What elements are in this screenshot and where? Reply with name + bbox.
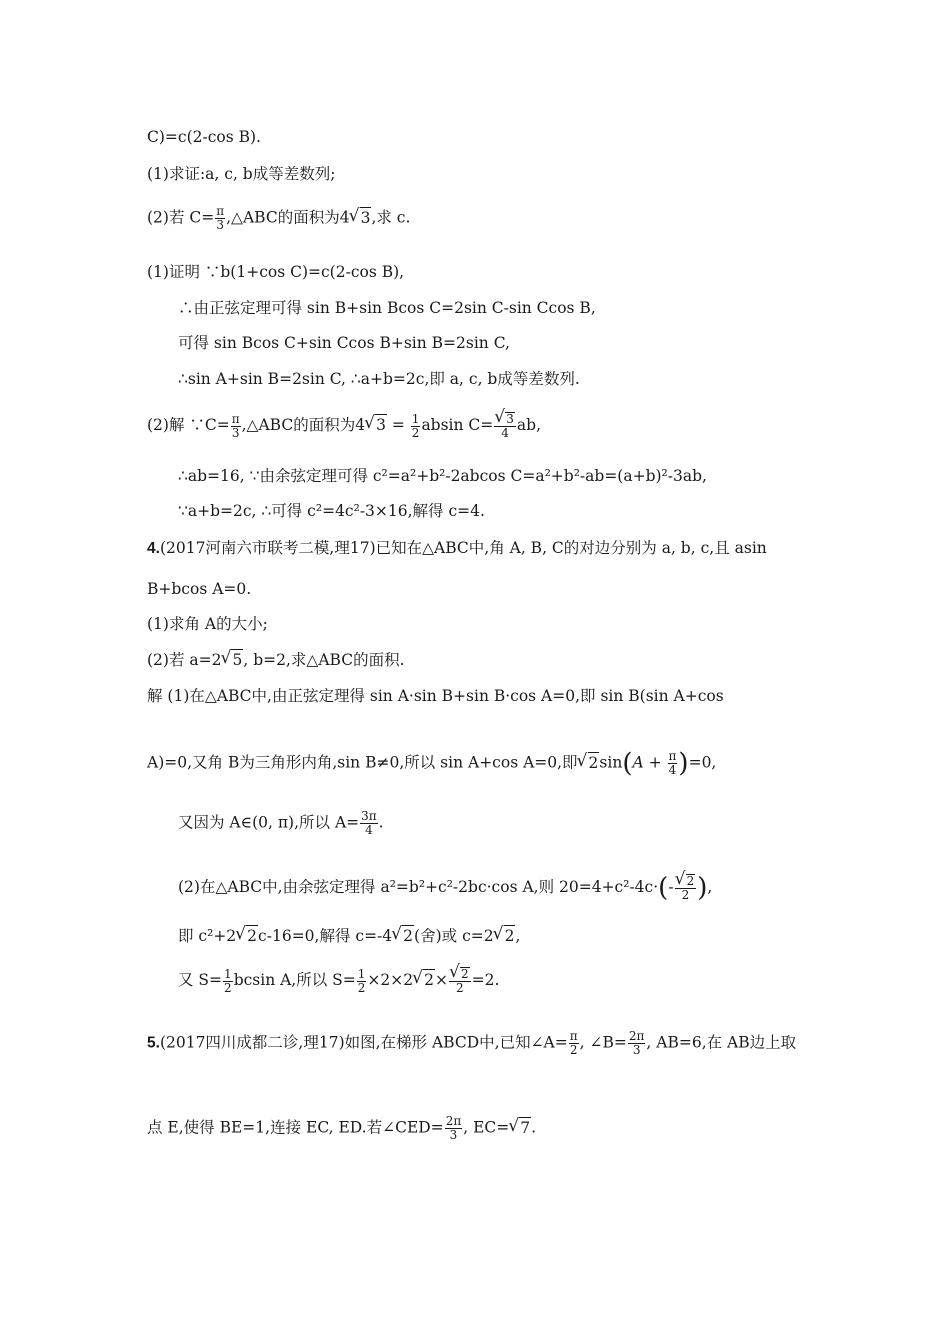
text: ×2×2 xyxy=(367,971,414,989)
line-10: ∵a+b=2c, ∴可得 c²=4c²-3×16,解得 c=4. xyxy=(178,502,485,520)
fraction: $\frac{\pi}{3}$ xyxy=(216,204,225,232)
sqrt: √ 2 xyxy=(504,925,516,946)
question-4-line-2: B+bcos A=0. xyxy=(147,580,252,598)
question-number: 5. xyxy=(147,1034,160,1052)
sqrt: √ 2 xyxy=(402,925,414,946)
text: , AB=6,在 AB边上取 xyxy=(646,1033,797,1052)
text: c-16=0,解得 c=-4 xyxy=(258,927,393,945)
fraction: √ $\frac{2}{2}$ xyxy=(449,967,471,995)
text: (2)解 ∵C= xyxy=(147,416,230,434)
text: , ∠B= xyxy=(579,1033,627,1052)
text: 又因为 A∈(0, π),所以 A= xyxy=(178,813,360,832)
text: - xyxy=(668,878,674,896)
question-number: 4. xyxy=(147,540,160,557)
fraction: $\frac{\pi}{2}$ xyxy=(569,1029,578,1057)
solution-line-6 xyxy=(178,967,499,995)
line-3 xyxy=(147,205,410,232)
text: (2)若 a=2 xyxy=(147,651,222,669)
text: (2)若 C= xyxy=(147,208,215,227)
solution-line-5 xyxy=(178,925,520,946)
line-5: ∴由正弦定理可得 sin B+sin Bcos C=2sin C-sin Ccos B, xyxy=(178,299,596,317)
fraction: √ $\frac{3}{4}$ xyxy=(494,412,516,440)
text: , xyxy=(515,927,521,945)
line-9: ∴ab=16, ∵由余弦定理可得 c²=a²+b²-2abcos C=a²+b²-ab=(a+b)²-3ab, xyxy=(178,467,707,485)
question-4-line-1 xyxy=(147,538,767,559)
sqrt: √ 3 xyxy=(360,207,372,228)
text: =0, xyxy=(688,753,717,772)
text: (2)在△ABC中,由余弦定理得 a²=b²+c²-2bc·cos A,则 20=4+c²-4c· xyxy=(178,878,659,896)
question-4-line-4 xyxy=(147,649,405,670)
text: ,△ABC的面积为4 xyxy=(226,208,350,227)
text: (舍)或 c=2 xyxy=(414,927,494,945)
text: . xyxy=(531,1118,537,1137)
text: absin C= xyxy=(421,416,494,434)
text: (2017河南六市联考二模,理17)已知在△ABC中,角 A, B, C的对边分别为 a, b, c,且 asin xyxy=(159,539,767,557)
text: , b=2,求△ABC的面积. xyxy=(243,651,405,669)
text: , xyxy=(707,878,713,896)
fraction: $\frac{2\pi}{3}$ xyxy=(628,1029,645,1057)
line-7: ∴sin A+sin B=2sin C, ∴a+b=2c,即 a, c, b成等差数列. xyxy=(178,370,580,388)
question-5-line-1 xyxy=(147,1030,796,1057)
solution-line-4: (2)在△ABC中,由余弦定理得 a²=b²+c²-2bc·cos A,则 20=4+c²-4c·(- √ $\frac{2}{2}$ ), xyxy=(178,874,712,902)
sqrt: √ 2 xyxy=(246,925,258,946)
text: =2. xyxy=(471,971,500,989)
text: , EC= xyxy=(463,1118,510,1137)
text: ab, xyxy=(516,416,542,434)
question-4-line-3: (1)求角 A的大小; xyxy=(147,615,268,633)
sqrt: √ 2 xyxy=(423,969,435,990)
sqrt: √ 2 xyxy=(588,752,600,773)
text: 点 E,使得 BE=1,连接 EC, ED.若∠CED= xyxy=(147,1118,444,1137)
line-2: (1)求证:a, c, b成等差数列; xyxy=(147,165,336,183)
text: ,△ABC的面积为4 xyxy=(241,416,366,434)
text: ,求 c. xyxy=(371,208,411,227)
text: 又 S= xyxy=(178,971,223,989)
fraction: $\frac{2\pi}{3}$ xyxy=(445,1114,462,1142)
text: bcsin A,所以 S= xyxy=(233,971,356,989)
fraction: $\frac{\pi}{3}$ xyxy=(231,411,240,440)
fraction: $\frac{3\pi}{4}$ xyxy=(361,809,377,837)
fraction: $\frac{1}{2}$ xyxy=(357,966,366,995)
text: A)=0,又角 B为三角形内角,sin B≠0,所以 sin A+cos A=0,即 xyxy=(147,753,578,772)
fraction: $\frac{1}{2}$ xyxy=(224,966,232,995)
text: A + xyxy=(632,753,667,772)
line-8: (2)解 ∵C= $\frac{\pi}{3}$ ,△ABC的面积为4√ 3 = $\frac{1}{2}$ absin C= √ $\frac{3}{4}$ ab, xyxy=(147,412,541,440)
solution-line-3: 又因为 A∈(0, π),所以 A= $\frac{3\pi}{4}$ . xyxy=(178,809,384,837)
line-6: 可得 sin Bcos C+sin Ccos B+sin B=2sin C, xyxy=(178,334,510,352)
question-5-line-2 xyxy=(147,1115,536,1142)
text: (2017四川成都二诊,理17)如图,在梯形 ABCD中,已知∠A= xyxy=(159,1033,568,1052)
fraction: $\frac{1}{2}$ xyxy=(411,411,420,440)
line-1: C)=c(2-cos B). xyxy=(147,128,261,146)
solution-line-1: 解 (1)在△ABC中,由正弦定理得 sin A·sin B+sin B·cos A=0,即 sin B(sin A+cos xyxy=(147,687,724,705)
sqrt: √ 5 xyxy=(231,649,243,670)
text: 即 c²+2 xyxy=(178,927,237,945)
text: × xyxy=(434,971,448,989)
sqrt: √ 7 xyxy=(519,1117,531,1138)
line-4: (1)证明 ∵b(1+cos C)=c(2-cos B), xyxy=(147,263,405,281)
solution-line-2: A)=0,又角 B为三角形内角,sin B≠0,所以 sin A+cos A=0,即√ 2sin(A + $\frac{\pi}{4}$ )=0, xyxy=(147,750,716,777)
fraction: $\frac{\pi}{4}$ xyxy=(668,749,677,777)
sqrt: √ 3 xyxy=(375,414,387,435)
text: sin xyxy=(599,753,623,772)
fraction: √ $\frac{2}{2}$ xyxy=(675,874,697,902)
